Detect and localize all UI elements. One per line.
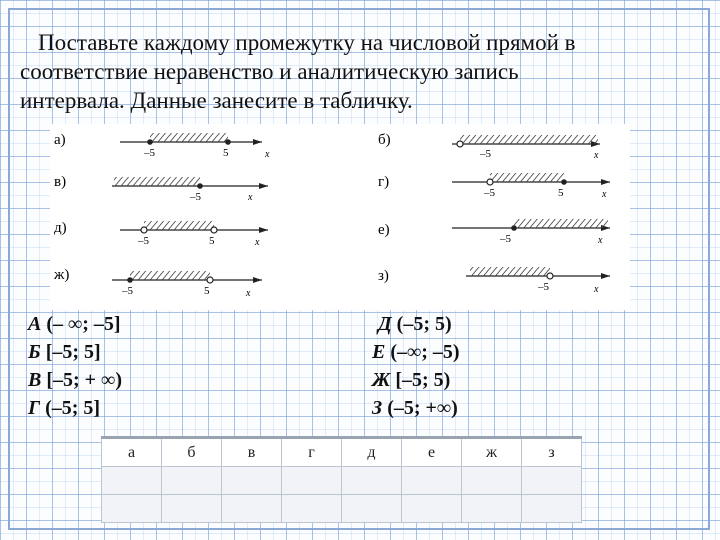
answer-B: Б [–5; 5] [28, 341, 101, 363]
line-label-g: г) [378, 174, 390, 190]
arrow-a [253, 139, 262, 145]
axis-var-a: x [265, 149, 270, 160]
number-line-b [378, 132, 600, 161]
number-lines-svg [50, 124, 630, 310]
point-minus5-e [511, 225, 517, 231]
line-label-b: б) [378, 132, 391, 148]
task-text [20, 28, 700, 115]
table-cell[interactable] [342, 495, 402, 523]
hatch-d [144, 221, 214, 230]
tick-5-zh: 5 [204, 285, 210, 297]
number-line-z [378, 267, 610, 295]
table-header-cell: а [102, 438, 162, 467]
answer-A: А (– ∞; –5] [28, 313, 121, 335]
point-5-d [211, 227, 217, 233]
line-label-d: д) [54, 220, 67, 236]
line-label-a: а) [54, 132, 66, 148]
table-cell[interactable] [282, 495, 342, 523]
table-cell[interactable] [282, 467, 342, 495]
table-header-cell: ж [462, 438, 522, 467]
number-line-a [54, 132, 270, 160]
arrow-v [259, 183, 268, 189]
hatch-z [470, 267, 550, 276]
hatch-v [114, 177, 200, 186]
table-cell[interactable] [462, 467, 522, 495]
table-header-cell: е [402, 438, 462, 467]
answer-V: В [–5; + ∞) [28, 369, 122, 391]
table-cell[interactable] [342, 467, 402, 495]
table-header-cell: б [162, 438, 222, 467]
table-row [102, 495, 582, 523]
arrow-z [601, 273, 610, 279]
tick-minus5-v: –5 [190, 191, 201, 203]
axis-var-e: x [598, 235, 603, 246]
table-header-cell: г [282, 438, 342, 467]
arrow-g [601, 179, 610, 185]
number-line-d [54, 220, 268, 248]
task-line-2: соответствие неравенство и аналитическую запись [20, 59, 519, 84]
answer-Z: З (–5; +∞) [372, 397, 458, 419]
hatch-a [150, 133, 228, 142]
point-5-zh [207, 277, 213, 283]
table-cell[interactable] [522, 467, 582, 495]
arrow-zh [253, 277, 262, 283]
table-cell[interactable] [522, 495, 582, 523]
table-cell[interactable] [162, 495, 222, 523]
number-line-zh [53, 267, 262, 299]
answer-G: Г (–5; 5] [28, 397, 101, 419]
task-line-3: интервала. Данные занесите в табличку. [20, 88, 413, 113]
table-cell[interactable] [102, 467, 162, 495]
axis-var-d: x [255, 237, 260, 248]
table-cell[interactable] [102, 495, 162, 523]
point-minus5-zh [127, 277, 133, 283]
number-line-v [54, 174, 268, 203]
tick-minus5-e: –5 [500, 233, 511, 245]
tick-minus5-g: –5 [484, 187, 495, 199]
table-cell[interactable] [462, 495, 522, 523]
table-cell[interactable] [402, 467, 462, 495]
point-5-a [225, 139, 231, 145]
axis-var-g: x [602, 189, 607, 200]
number-line-e [378, 219, 610, 246]
table-cell[interactable] [402, 495, 462, 523]
hatch-e [514, 219, 608, 228]
tick-5-a: 5 [223, 147, 229, 159]
axis-var-v: x [248, 192, 253, 203]
hatch-zh [130, 271, 210, 280]
table-cell[interactable] [162, 467, 222, 495]
axis-var-zh: x [246, 288, 251, 299]
tick-5-d: 5 [209, 235, 215, 247]
tick-minus5-z: –5 [538, 281, 549, 293]
point-minus5-v [197, 183, 203, 189]
line-label-zh: ж) [54, 267, 70, 283]
axis-var-z: x [594, 284, 599, 295]
point-minus5-z [547, 273, 553, 279]
answer-table [101, 436, 582, 523]
answer-options [22, 313, 702, 423]
number-lines-figure [50, 124, 630, 310]
point-minus5-g [487, 179, 493, 185]
tick-minus5-b: –5 [480, 148, 491, 160]
table-header-cell: д [342, 438, 402, 467]
number-line-g [378, 173, 610, 200]
tick-5-g: 5 [558, 187, 564, 199]
line-label-v: в) [54, 174, 67, 190]
table-row [102, 467, 582, 495]
table-cell[interactable] [222, 467, 282, 495]
answer-Zh: Ж [–5; 5) [372, 369, 451, 391]
answer-D: Д (–5; 5) [378, 313, 452, 335]
table-header-cell: з [522, 438, 582, 467]
point-minus5-a [147, 139, 153, 145]
line-label-z: з) [378, 268, 389, 284]
hatch-g [490, 173, 564, 182]
table-header-row [102, 438, 582, 467]
answer-E: Е (–∞; –5) [372, 341, 460, 363]
tick-minus5-d: –5 [138, 235, 149, 247]
table-cell[interactable] [222, 495, 282, 523]
arrow-d [259, 227, 268, 233]
task-line-1: Поставьте каждому промежутку на числовой прямой в [38, 30, 576, 55]
axis-var-b: x [594, 150, 599, 161]
hatch-b [460, 135, 598, 144]
point-minus5-d [141, 227, 147, 233]
tick-minus5-a: –5 [144, 147, 155, 159]
table-header-cell: в [222, 438, 282, 467]
point-minus5-b [457, 141, 463, 147]
point-5-g [561, 179, 567, 185]
tick-minus5-zh: –5 [122, 285, 133, 297]
line-label-e: е) [378, 222, 390, 238]
